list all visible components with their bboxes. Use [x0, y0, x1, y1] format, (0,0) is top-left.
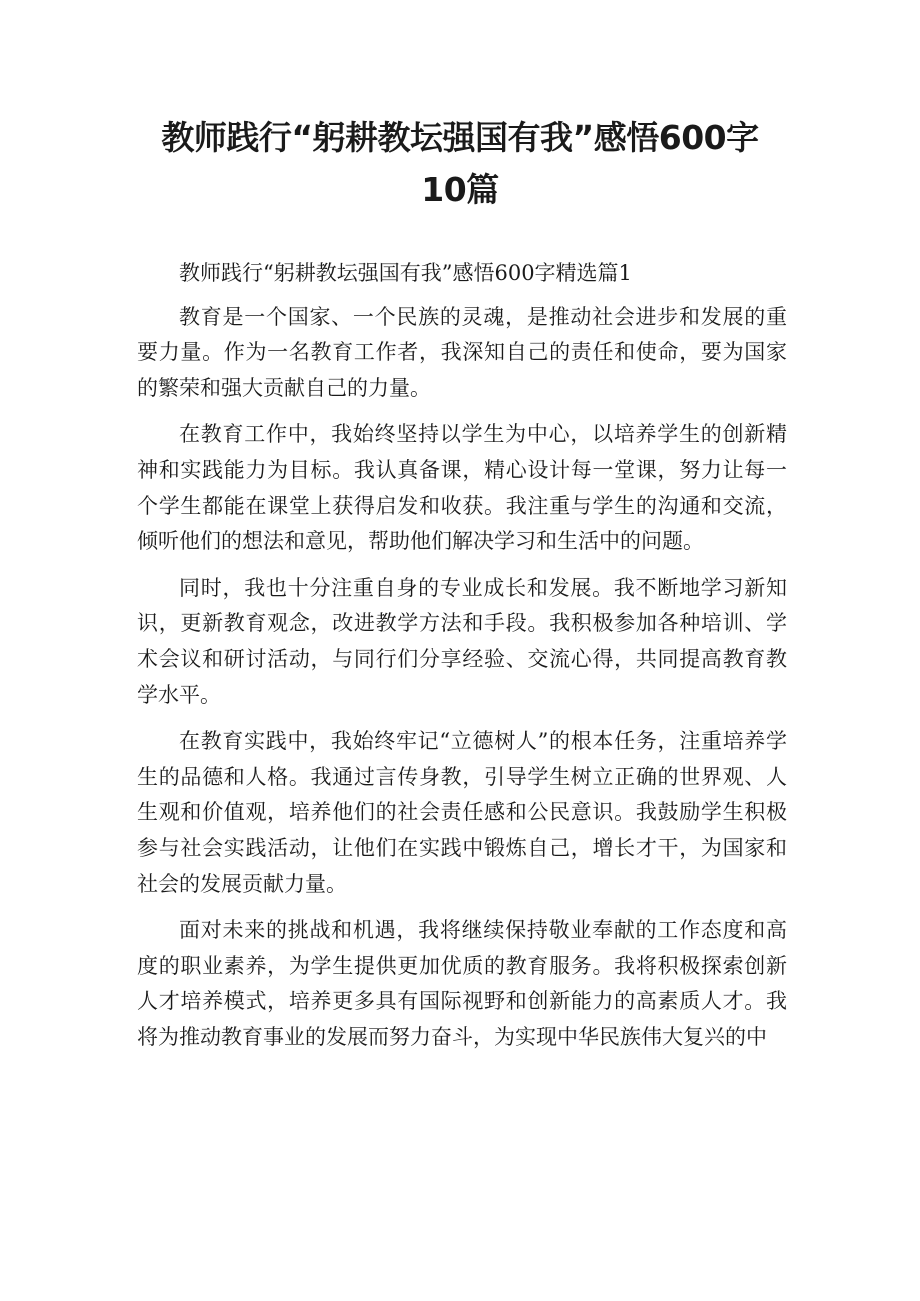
- body-paragraph: 面对未来的挑战和机遇，我将继续保持敬业奉献的工作态度和高度的职业素养，为学生提供更加优质的教育服务。我将积极探索创新人才培养模式，培养更多具有国际视野和创新能力的高素质人才。我将为推动教育事业的发展而努力奋斗，为实现中华民族伟大复兴的中: [137, 918, 787, 1049]
- document-title-line-2: 10篇: [421, 170, 499, 209]
- document-title: [120, 112, 800, 216]
- document-title-line-1: 教师践行“躬耕教坛强国有我”感悟600字: [161, 118, 759, 157]
- body-paragraph: 教育是一个国家、一个民族的灵魂，是推动社会进步和发展的重要力量。作为一名教育工作者，我深知自己的责任和使命，要为国家的繁荣和强大贡献自己的力量。: [137, 304, 787, 400]
- document-body: [137, 256, 787, 1066]
- body-paragraph: 在教育实践中，我始终牢记“立德树人”的根本任务，注重培养学生的品德和人格。我通过言传身教，引导学生树立正确的世界观、人生观和价值观，培养他们的社会责任感和公民意识。我鼓励学生积极参与社会实践活动，让他们在实践中锻炼自己，增长才干，为国家和社会的发展贡献力量。: [137, 729, 787, 896]
- body-paragraph: 在教育工作中，我始终坚持以学生为中心，以培养学生的创新精神和实践能力为目标。我认真备课，精心设计每一堂课，努力让每一个学生都能在课堂上获得启发和收获。我注重与学生的沟通和交流，倾听他们的想法和意见，帮助他们解决学习和生活中的问题。: [137, 422, 787, 554]
- section-heading: 教师践行“躬耕教坛强国有我”感悟600字精选篇1: [179, 261, 632, 285]
- body-paragraph: 同时，我也十分注重自身的专业成长和发展。我不断地学习新知识，更新教育观念，改进教学方法和手段。我积极参加各种培训、学术会议和研讨活动，与同行们分享经验、交流心得，共同提高教育教学水平。: [137, 575, 787, 707]
